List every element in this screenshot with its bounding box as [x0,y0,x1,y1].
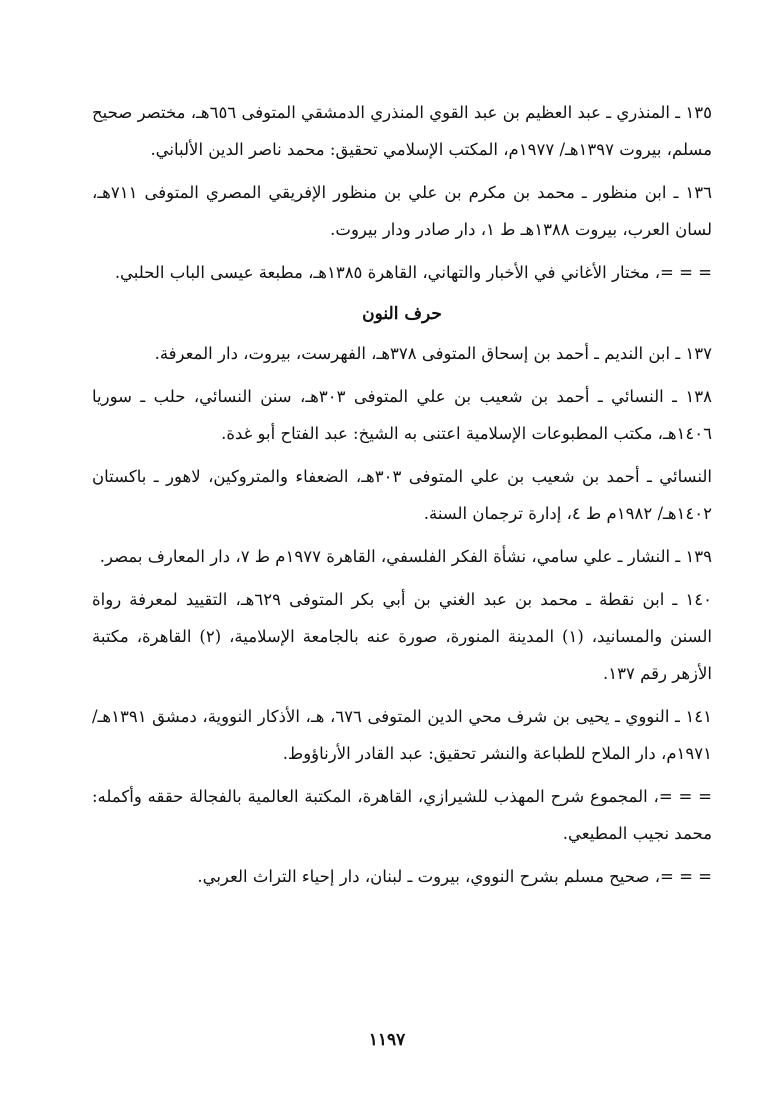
section-heading: حرف النون [362,304,442,324]
bibliography-entry-136-cont: = = =، مختار الأغاني في الأخبار والتهاني، القاهرة ١٣٨٥هـ، مطبعة عيسى الباب الحلبي. [114,263,712,282]
bibliography-entry-141-cont-2: = = =، صحيح مسلم بشرح النووي، بيروت ـ لبنان، دار إحياء التراث العربي. [197,867,712,886]
bibliography-entry-141-cont-1: = = =، المجموع شرح المهذب للشيرازي، القاهرة، المكتبة العالمية بالفجالة حققه وأكمله: محمد نجيب المطيعي. [92,787,712,843]
bibliography-entry-140: ١٤٠ ـ ابن نقطة ـ محمد بن عبد الغني بن أبي بكر المتوفى ٦٢٩هـ، التقييد لمعرفة رواة السنن والمسانيد، (١) المدينة المنورة، صورة عنه بالجامعة الإسلامية، (٢) القاهرة، مكتبة الأزهر رقم ١٣٧. [92,590,712,683]
bibliography-entry-138: ١٣٨ ـ النسائي ـ أحمد بن شعيب بن علي المتوفى ٣٠٣هـ، سنن النسائي، حلب ـ سوريا ١٤٠٦هـ، مكتب المطبوعات الإسلامية اعتنى به الشيخ: عبد الفتاح أبو غدة. [92,387,712,443]
bibliography-entry-136: ١٣٦ ـ ابن منظور ـ محمد بن مكرم بن علي بن منظور الإفريقي المصري المتوفى ٧١١هـ، لسان العرب، بيروت ١٣٨٨هـ ط ١، دار صادر ودار بيروت. [92,183,712,239]
bibliography-list [92,94,712,901]
bibliography-entry-141: ١٤١ ـ النووي ـ يحيى بن شرف محي الدين المتوفى ٦٧٦، هـ، الأذكار النووية، دمشق ١٣٩١هـ/ ١٩٧١م، دار الملاح للطباعة والنشر تحقيق: عبد القادر الأرناؤوط. [92,707,712,763]
bibliography-entry-139: ١٣٩ ـ النشار ـ علي سامي، نشأة الفكر الفلسفي، القاهرة ١٩٧٧م ط ٧، دار المعارف بمصر. [99,547,712,566]
page-number: ١١٩٧ [368,1030,406,1050]
bibliography-entry-137: ١٣٧ ـ ابن النديم ـ أحمد بن إسحاق المتوفى ٣٧٨هـ، الفهرست، بيروت، دار المعرفة. [154,344,712,363]
bibliography-entry-138-cont: النسائي ـ أحمد بن شعيب بن علي المتوفى ٣٠٣هـ، الضعفاء والمتروكين، لاهور ـ باكستان ١٤٠٢هـ/ ١٩٨٢م ط ٤، إدارة ترجمان السنة. [92,467,712,523]
bibliography-entry-135: ١٣٥ ـ المنذري ـ عبد العظيم بن عبد القوي المنذري الدمشقي المتوفى ٦٥٦هـ، مختصر صحيح مسلم، بيروت ١٣٩٧هـ/ ١٩٧٧م، المكتب الإسلامي تحقيق: محمد ناصر الدين الألباني. [92,103,713,159]
